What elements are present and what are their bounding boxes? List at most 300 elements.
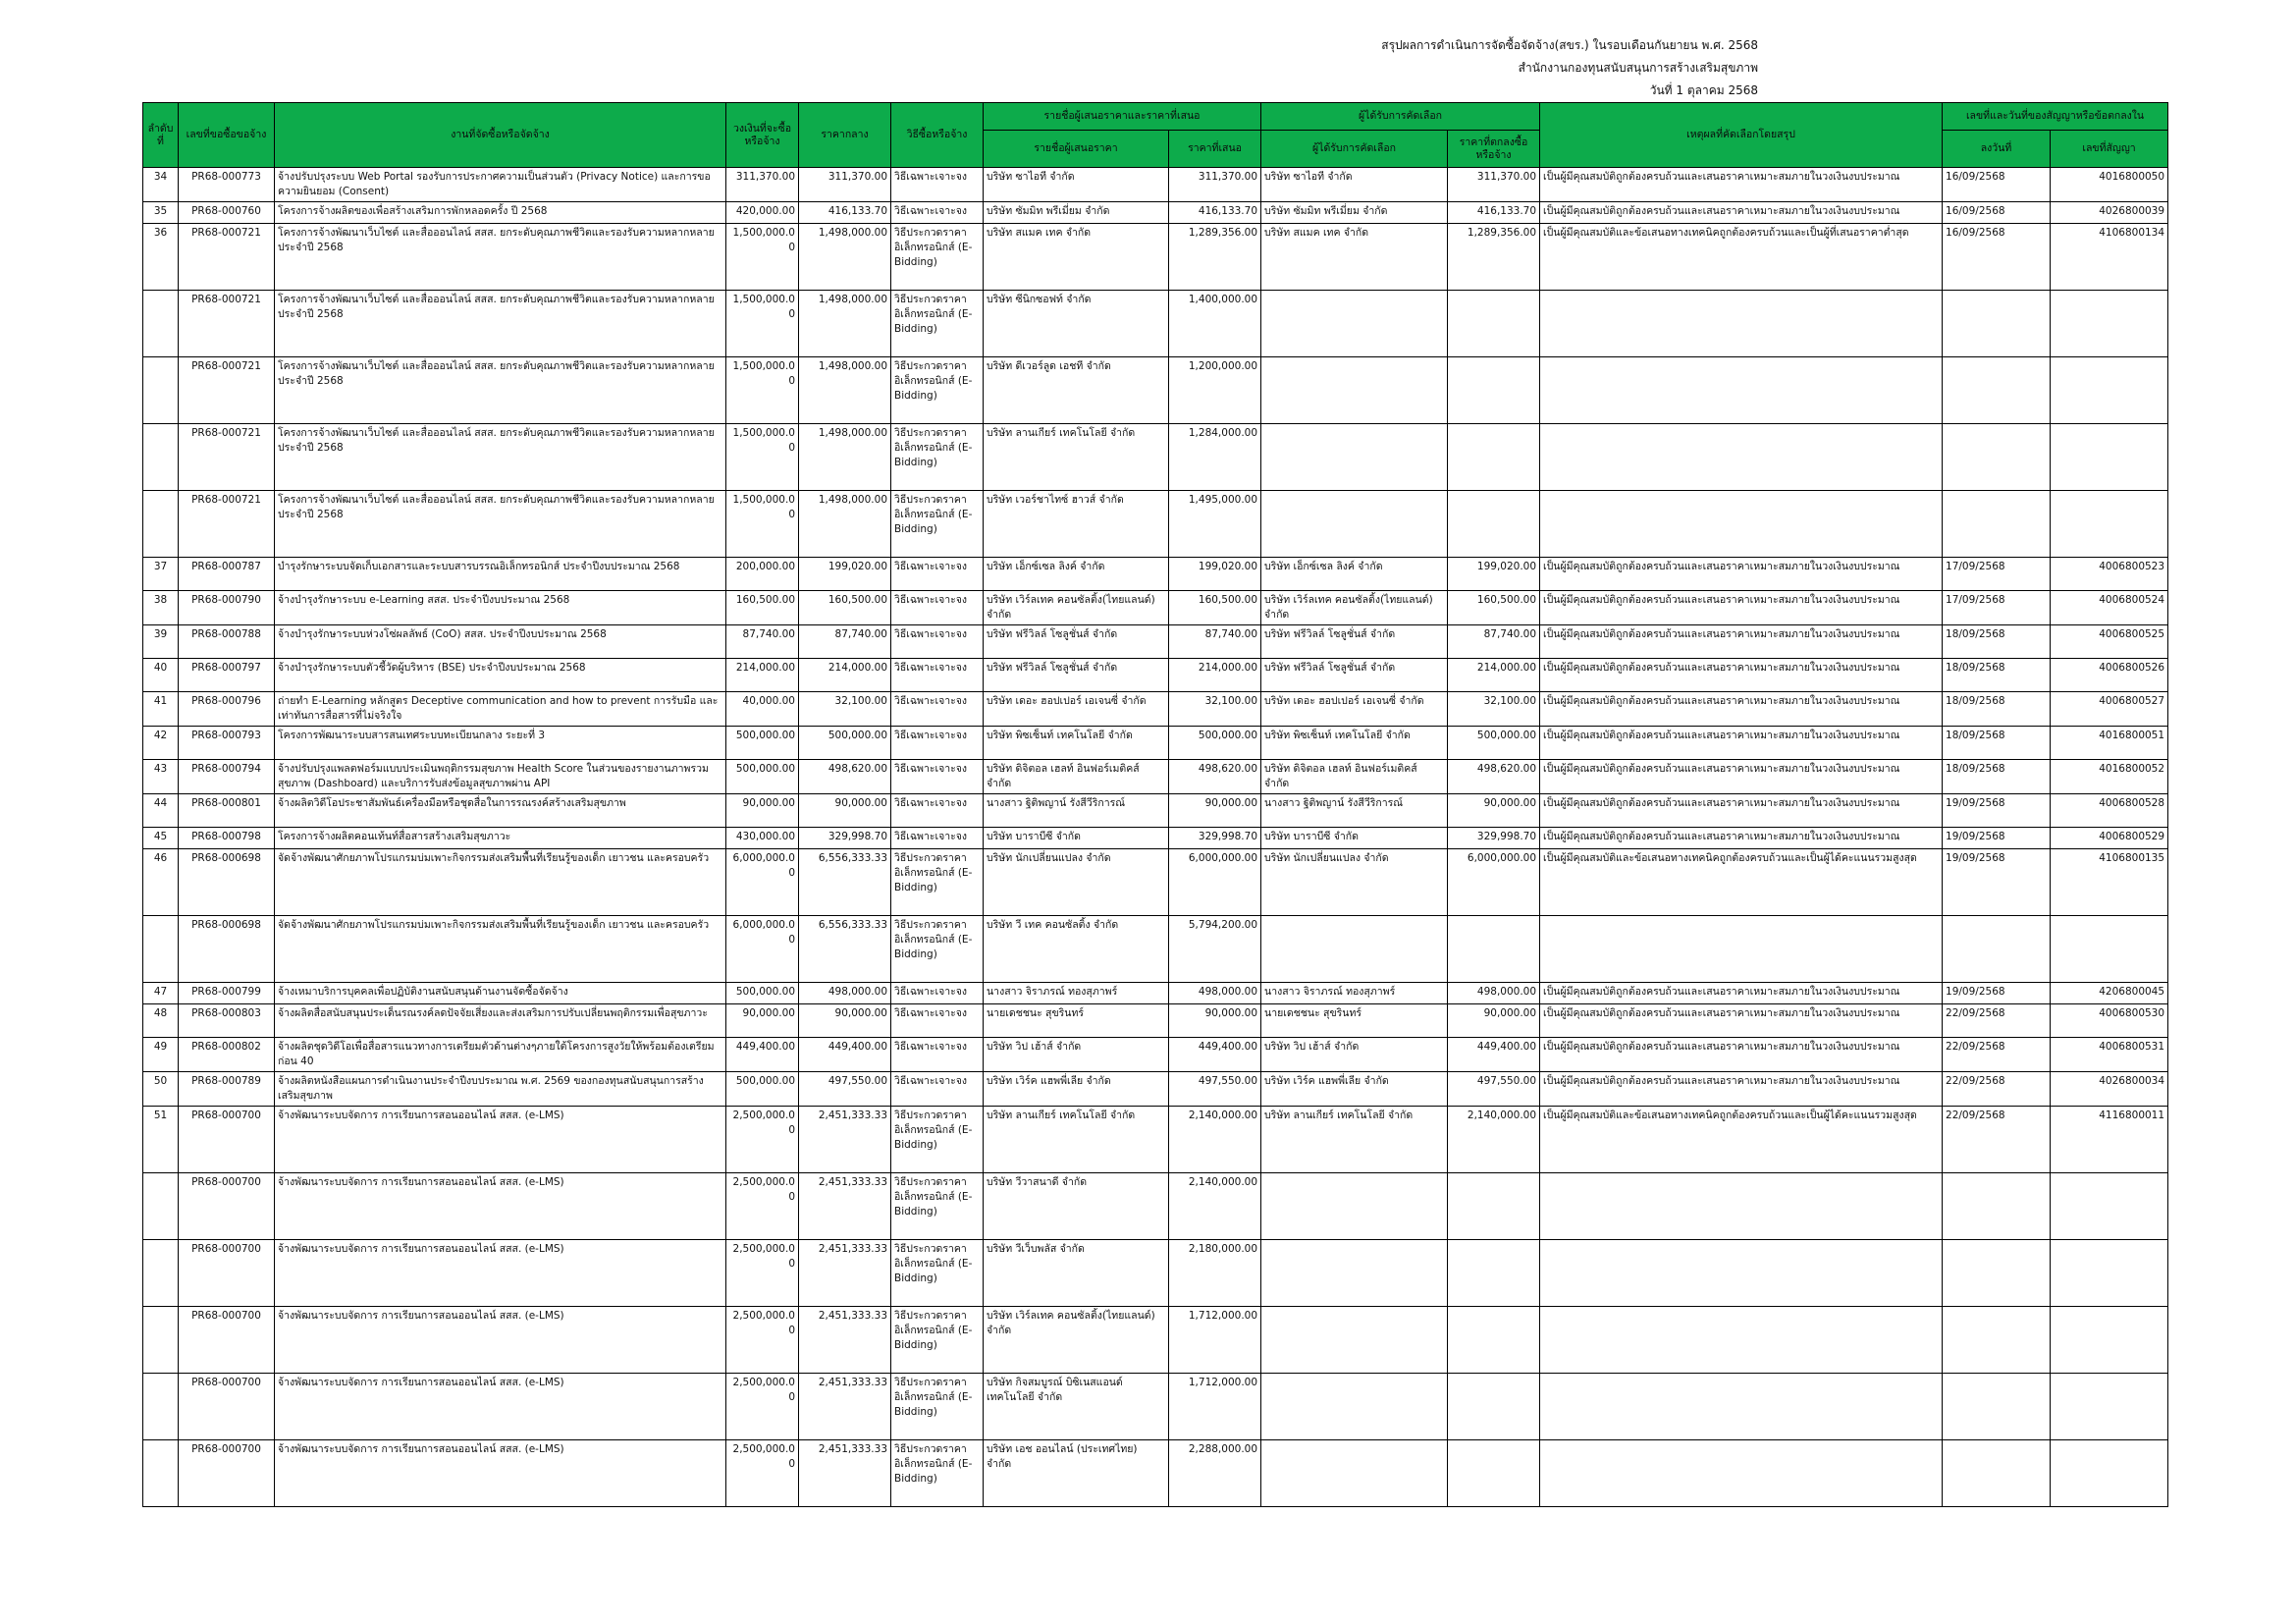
col-work-header: งานที่จัดซื้อหรือจัดจ้าง [275, 103, 726, 168]
col-contract-no-header: เลขที่สัญญา [2051, 131, 2168, 168]
cell-method: วิธีประกวดราคาอิเล็กทรอนิกส์ (E-Bidding) [891, 916, 984, 983]
col-median-header: ราคากลาง [799, 103, 891, 168]
cell-pr: PR68-000796 [179, 692, 275, 727]
cell-winner: นางสาว ฐิติพญาน์ รังสีวีริการณ์ [1261, 794, 1448, 828]
cell-bid-price: 90,000.00 [1169, 1004, 1261, 1038]
cell-no: 37 [143, 558, 179, 591]
cell-win-price: 2,140,000.00 [1448, 1107, 1540, 1173]
cell-reason [1540, 291, 1943, 357]
table-row [143, 625, 2168, 659]
cell-median: 1,498,000.00 [799, 491, 891, 558]
cell-pr: PR68-000700 [179, 1374, 275, 1440]
cell-win-price [1448, 357, 1540, 424]
cell-pr: PR68-000760 [179, 202, 275, 224]
cell-winner [1261, 491, 1448, 558]
cell-date [1943, 1173, 2051, 1240]
cell-bidder: บริษัท ซาไอที จำกัด [984, 168, 1169, 202]
cell-win-price: 1,289,356.00 [1448, 224, 1540, 291]
cell-winner: บริษัท สแมค เทค จำกัด [1261, 224, 1448, 291]
cell-contract-no: 4006800528 [2051, 794, 2168, 828]
cell-winner: บริษัท วิป เฮ้าส์ จำกัด [1261, 1038, 1448, 1072]
table-row [143, 558, 2168, 591]
cell-pr: PR68-000721 [179, 224, 275, 291]
cell-winner [1261, 424, 1448, 491]
cell-budget: 2,500,000.00 [726, 1173, 799, 1240]
cell-bid-price: 1,289,356.00 [1169, 224, 1261, 291]
cell-pr: PR68-000698 [179, 849, 275, 916]
cell-budget: 1,500,000.00 [726, 291, 799, 357]
cell-winner: บริษัท ฟรีวิลล์ โซลูชั่นส์ จำกัด [1261, 625, 1448, 659]
cell-contract-no: 4006800530 [2051, 1004, 2168, 1038]
cell-method: วิธีประกวดราคาอิเล็กทรอนิกส์ (E-Bidding) [891, 1307, 984, 1374]
cell-pr: PR68-000700 [179, 1240, 275, 1307]
cell-winner: บริษัท ลานเกียร์ เทคโนโลยี จำกัด [1261, 1107, 1448, 1173]
cell-win-price: 498,000.00 [1448, 983, 1540, 1004]
cell-budget: 311,370.00 [726, 168, 799, 202]
report-date: วันที่ 1 ตุลาคม 2568 [1649, 83, 1758, 97]
cell-contract-no: 4006800523 [2051, 558, 2168, 591]
col-pr-header: เลขที่ขอซื้อขอจ้าง [179, 103, 275, 168]
cell-bid-price: 2,140,000.00 [1169, 1107, 1261, 1173]
cell-reason: เป็นผู้มีคุณสมบัติถูกต้องครบถ้วนและเสนอราคาเหมาะสมภายในวงเงินงบประมาณ [1540, 659, 1943, 692]
cell-work: จ้างบำรุงรักษาระบบตัวชี้วัดผู้บริหาร (BSE) ประจำปีงบประมาณ 2568 [275, 659, 726, 692]
cell-median: 1,498,000.00 [799, 291, 891, 357]
cell-pr: PR68-000698 [179, 916, 275, 983]
cell-method: วิธีเฉพาะเจาะจง [891, 727, 984, 760]
cell-date [1943, 1240, 2051, 1307]
cell-method: วิธีประกวดราคาอิเล็กทรอนิกส์ (E-Bidding) [891, 1440, 984, 1507]
cell-winner: นางสาว จิราภรณ์ ทองสุภาพร์ [1261, 983, 1448, 1004]
cell-budget: 1,500,000.00 [726, 491, 799, 558]
cell-work: จ้างบำรุงรักษาระบบห่วงโซ่ผลลัพธ์ (CoO) สสส. ประจำปีงบประมาณ 2568 [275, 625, 726, 659]
cell-pr: PR68-000790 [179, 591, 275, 625]
cell-contract-no: 4006800531 [2051, 1038, 2168, 1072]
cell-winner [1261, 1307, 1448, 1374]
col-bidders-group-header: รายชื่อผู้เสนอราคาและราคาที่เสนอ [984, 103, 1261, 131]
col-bid-price-header: ราคาที่เสนอ [1169, 131, 1261, 168]
cell-no [143, 1307, 179, 1374]
cell-bid-price: 214,000.00 [1169, 659, 1261, 692]
cell-method: วิธีประกวดราคาอิเล็กทรอนิกส์ (E-Bidding) [891, 224, 984, 291]
cell-median: 1,498,000.00 [799, 357, 891, 424]
cell-win-price: 497,550.00 [1448, 1072, 1540, 1107]
cell-winner: บริษัท ฟรีวิลล์ โซลูชั่นส์ จำกัด [1261, 659, 1448, 692]
cell-work: จ้างผลิตหนังสือแผนการดำเนินงานประจำปีงบประมาณ พ.ศ. 2569 ของกองทุนสนับสนุนการสร้างเสริมสุขภาพ [275, 1072, 726, 1107]
cell-no: 51 [143, 1107, 179, 1173]
cell-pr: PR68-000801 [179, 794, 275, 828]
cell-winner: บริษัท พิซเซ็นท์ เทคโนโลยี จำกัด [1261, 727, 1448, 760]
cell-winner: นายเดชชนะ สุขรินทร์ [1261, 1004, 1448, 1038]
cell-budget: 420,000.00 [726, 202, 799, 224]
cell-reason [1540, 357, 1943, 424]
cell-work: โครงการจ้างพัฒนาเว็บไซต์ และสื่อออนไลน์ สสส. ยกระดับคุณภาพชีวิตและรองรับความหลากหลาย ประจำปี 2568 [275, 224, 726, 291]
cell-work: จ้างพัฒนาระบบจัดการ การเรียนการสอนออนไลน์ สสส. (e-LMS) [275, 1307, 726, 1374]
cell-bidder: บริษัท สแมค เทค จำกัด [984, 224, 1169, 291]
cell-date [1943, 291, 2051, 357]
cell-budget: 2,500,000.00 [726, 1307, 799, 1374]
table-row [143, 1240, 2168, 1307]
cell-work: โครงการจ้างพัฒนาเว็บไซต์ และสื่อออนไลน์ สสส. ยกระดับคุณภาพชีวิตและรองรับความหลากหลาย ประจำปี 2568 [275, 291, 726, 357]
cell-work: จัดจ้างพัฒนาศักยภาพโปรแกรมบ่มเพาะกิจกรรมส่งเสริมพื้นที่เรียนรู้ของเด็ก เยาวชน และครอบครัว [275, 916, 726, 983]
cell-date: 16/09/2568 [1943, 224, 2051, 291]
cell-work: จ้างบำรุงรักษาระบบ e-Learning สสส. ประจำปีงบประมาณ 2568 [275, 591, 726, 625]
cell-no [143, 357, 179, 424]
cell-no: 40 [143, 659, 179, 692]
cell-pr: PR68-000700 [179, 1307, 275, 1374]
cell-no: 42 [143, 727, 179, 760]
table-row [143, 591, 2168, 625]
cell-no: 41 [143, 692, 179, 727]
cell-win-price [1448, 1440, 1540, 1507]
cell-method: วิธีเฉพาะเจาะจง [891, 828, 984, 849]
cell-win-price: 199,020.00 [1448, 558, 1540, 591]
cell-no: 38 [143, 591, 179, 625]
cell-budget: 2,500,000.00 [726, 1240, 799, 1307]
cell-contract-no: 4206800045 [2051, 983, 2168, 1004]
cell-reason [1540, 1240, 1943, 1307]
cell-win-price [1448, 916, 1540, 983]
col-winner-header: ผู้ได้รับการคัดเลือก [1261, 131, 1448, 168]
cell-reason: เป็นผู้มีคุณสมบัติและข้อเสนอทางเทคนิคถูกต้องครบถ้วนและเป็นผู้ได้คะแนนรวมสูงสุด [1540, 1107, 1943, 1173]
cell-bidder: บริษัท เดอะ ฮอปเปอร์ เอเจนซี่ จำกัด [984, 692, 1169, 727]
cell-reason: เป็นผู้มีคุณสมบัติถูกต้องครบถ้วนและเสนอราคาเหมาะสมภายในวงเงินงบประมาณ [1540, 794, 1943, 828]
cell-winner [1261, 1374, 1448, 1440]
cell-reason [1540, 424, 1943, 491]
cell-bidder: บริษัท ลานเกียร์ เทคโนโลยี จำกัด [984, 1107, 1169, 1173]
cell-winner [1261, 916, 1448, 983]
col-method-header: วิธีซื้อหรือจ้าง [891, 103, 984, 168]
cell-work: จ้างผลิตสื่อสนับสนุนประเด็นรณรงค์ลดปัจจัยเสี่ยงและส่งเสริมการปรับเปลี่ยนพฤติกรรมเพื่อสุขภาวะ [275, 1004, 726, 1038]
cell-budget: 90,000.00 [726, 794, 799, 828]
col-budget-header: วงเงินที่จะซื้อหรือจ้าง [726, 103, 799, 168]
cell-budget: 2,500,000.00 [726, 1440, 799, 1507]
cell-winner [1261, 357, 1448, 424]
col-bidder-header: รายชื่อผู้เสนอราคา [984, 131, 1169, 168]
cell-contract-no [2051, 1173, 2168, 1240]
cell-win-price [1448, 1307, 1540, 1374]
col-winner-group-header: ผู้ได้รับการคัดเลือก [1261, 103, 1540, 131]
cell-pr: PR68-000700 [179, 1173, 275, 1240]
cell-no: 47 [143, 983, 179, 1004]
cell-bidder: บริษัท วีวาสนาดี จำกัด [984, 1173, 1169, 1240]
cell-budget: 200,000.00 [726, 558, 799, 591]
cell-work: จ้างปรับปรุงระบบ Web Portal รองรับการประกาศความเป็นส่วนตัว (Privacy Notice) และการขอความยินยอม (Consent) [275, 168, 726, 202]
cell-method: วิธีประกวดราคาอิเล็กทรอนิกส์ (E-Bidding) [891, 849, 984, 916]
cell-method: วิธีประกวดราคาอิเล็กทรอนิกส์ (E-Bidding) [891, 1374, 984, 1440]
table-row [143, 1072, 2168, 1107]
cell-work: จ้างพัฒนาระบบจัดการ การเรียนการสอนออนไลน์ สสส. (e-LMS) [275, 1440, 726, 1507]
cell-median: 6,556,333.33 [799, 849, 891, 916]
cell-bid-price: 1,400,000.00 [1169, 291, 1261, 357]
cell-median: 497,550.00 [799, 1072, 891, 1107]
cell-no [143, 1374, 179, 1440]
table-row [143, 794, 2168, 828]
cell-reason: เป็นผู้มีคุณสมบัติถูกต้องครบถ้วนและเสนอราคาเหมาะสมภายในวงเงินงบประมาณ [1540, 760, 1943, 794]
cell-no: 46 [143, 849, 179, 916]
cell-method: วิธีเฉพาะเจาะจง [891, 1004, 984, 1038]
cell-contract-no: 4116800011 [2051, 1107, 2168, 1173]
cell-win-price: 87,740.00 [1448, 625, 1540, 659]
table-row [143, 692, 2168, 727]
cell-budget: 87,740.00 [726, 625, 799, 659]
cell-median: 90,000.00 [799, 794, 891, 828]
cell-pr: PR68-000799 [179, 983, 275, 1004]
cell-method: วิธีประกวดราคาอิเล็กทรอนิกส์ (E-Bidding) [891, 357, 984, 424]
cell-bidder: บริษัท บาราบีซี จำกัด [984, 828, 1169, 849]
cell-winner [1261, 291, 1448, 357]
cell-median: 1,498,000.00 [799, 224, 891, 291]
cell-method: วิธีเฉพาะเจาะจง [891, 558, 984, 591]
table-row [143, 1107, 2168, 1173]
cell-win-price: 416,133.70 [1448, 202, 1540, 224]
cell-bid-price: 160,500.00 [1169, 591, 1261, 625]
cell-win-price: 32,100.00 [1448, 692, 1540, 727]
cell-date: 22/09/2568 [1943, 1072, 2051, 1107]
col-reason-header: เหตุผลที่คัดเลือกโดยสรุป [1540, 103, 1943, 168]
cell-bidder: บริษัท ฟรีวิลล์ โซลูชั่นส์ จำกัด [984, 625, 1169, 659]
cell-method: วิธีเฉพาะเจาะจง [891, 625, 984, 659]
cell-pr: PR68-000721 [179, 424, 275, 491]
cell-median: 87,740.00 [799, 625, 891, 659]
cell-budget: 40,000.00 [726, 692, 799, 727]
cell-date [1943, 424, 2051, 491]
cell-bid-price: 90,000.00 [1169, 794, 1261, 828]
cell-winner: บริษัท เดอะ ฮอปเปอร์ เอเจนซี่ จำกัด [1261, 692, 1448, 727]
cell-bid-price: 311,370.00 [1169, 168, 1261, 202]
cell-pr: PR68-000802 [179, 1038, 275, 1072]
cell-no: 49 [143, 1038, 179, 1072]
table-row [143, 849, 2168, 916]
cell-win-price: 498,620.00 [1448, 760, 1540, 794]
cell-date: 19/09/2568 [1943, 794, 2051, 828]
cell-bid-price: 1,284,000.00 [1169, 424, 1261, 491]
cell-method: วิธีเฉพาะเจาะจง [891, 591, 984, 625]
cell-winner: บริษัท ซัมมิท พรีเมี่ยม จำกัด [1261, 202, 1448, 224]
table-row [143, 202, 2168, 224]
cell-date: 22/09/2568 [1943, 1004, 2051, 1038]
cell-reason: เป็นผู้มีคุณสมบัติและข้อเสนอทางเทคนิคถูกต้องครบถ้วนและเป็นผู้ที่เสนอราคาต่ำสุด [1540, 224, 1943, 291]
cell-bidder: บริษัท เอช ออนไลน์ (ประเทศไทย) จำกัด [984, 1440, 1169, 1507]
cell-median: 498,000.00 [799, 983, 891, 1004]
cell-date [1943, 916, 2051, 983]
cell-reason: เป็นผู้มีคุณสมบัติและข้อเสนอทางเทคนิคถูกต้องครบถ้วนและเป็นผู้ได้คะแนนรวมสูงสุด [1540, 849, 1943, 916]
cell-no: 35 [143, 202, 179, 224]
cell-contract-no: 4026800039 [2051, 202, 2168, 224]
cell-method: วิธีประกวดราคาอิเล็กทรอนิกส์ (E-Bidding) [891, 1107, 984, 1173]
cell-bid-price: 6,000,000.00 [1169, 849, 1261, 916]
cell-win-price [1448, 491, 1540, 558]
cell-contract-no [2051, 1240, 2168, 1307]
cell-pr: PR68-000773 [179, 168, 275, 202]
cell-date: 19/09/2568 [1943, 828, 2051, 849]
cell-bid-price: 2,180,000.00 [1169, 1240, 1261, 1307]
cell-winner: บริษัท เอ็กซ์เซล ลิงค์ จำกัด [1261, 558, 1448, 591]
cell-bidder: บริษัท เอ็กซ์เซล ลิงค์ จำกัด [984, 558, 1169, 591]
cell-date: 18/09/2568 [1943, 625, 2051, 659]
cell-budget: 1,500,000.00 [726, 424, 799, 491]
cell-contract-no [2051, 1307, 2168, 1374]
cell-bid-price: 2,140,000.00 [1169, 1173, 1261, 1240]
cell-work: จ้างพัฒนาระบบจัดการ การเรียนการสอนออนไลน์ สสส. (e-LMS) [275, 1240, 726, 1307]
cell-contract-no: 4106800134 [2051, 224, 2168, 291]
cell-bid-price: 449,400.00 [1169, 1038, 1261, 1072]
cell-bid-price: 329,998.70 [1169, 828, 1261, 849]
cell-date [1943, 1440, 2051, 1507]
cell-bid-price: 500,000.00 [1169, 727, 1261, 760]
cell-median: 32,100.00 [799, 692, 891, 727]
cell-work: โครงการจ้างพัฒนาเว็บไซต์ และสื่อออนไลน์ สสส. ยกระดับคุณภาพชีวิตและรองรับความหลากหลาย ประจำปี 2568 [275, 491, 726, 558]
cell-bid-price: 1,495,000.00 [1169, 491, 1261, 558]
cell-bidder: บริษัท เวิร์ลเทค คอนซัลติ้ง(ไทยแลนด์) จำกัด [984, 591, 1169, 625]
cell-pr: PR68-000700 [179, 1440, 275, 1507]
cell-no [143, 1173, 179, 1240]
cell-date [1943, 1307, 2051, 1374]
cell-method: วิธีเฉพาะเจาะจง [891, 168, 984, 202]
cell-winner: บริษัท เวิร์ค แฮพพี่เลีย จำกัด [1261, 1072, 1448, 1107]
cell-bidder: บริษัท กิจสมบูรณ์ บิซิเนสแอนด์เทคโนโลยี จำกัด [984, 1374, 1169, 1440]
cell-win-price [1448, 1374, 1540, 1440]
cell-method: วิธีประกวดราคาอิเล็กทรอนิกส์ (E-Bidding) [891, 291, 984, 357]
cell-contract-no: 4006800526 [2051, 659, 2168, 692]
table-row [143, 1004, 2168, 1038]
cell-budget: 214,000.00 [726, 659, 799, 692]
cell-win-price: 449,400.00 [1448, 1038, 1540, 1072]
cell-contract-no: 4026800034 [2051, 1072, 2168, 1107]
cell-date: 18/09/2568 [1943, 727, 2051, 760]
cell-contract-no: 4006800525 [2051, 625, 2168, 659]
cell-bidder: นางสาว ฐิติพญาน์ รังสีวีริการณ์ [984, 794, 1169, 828]
cell-budget: 6,000,000.00 [726, 916, 799, 983]
cell-work: จ้างผลิตชุดวิดีโอเพื่อสื่อสารแนวทางการเตรียมตัวด้านต่างๆภายใต้โครงการสูงวัยให้พร้อมต้องเตรียมก่อน 40 [275, 1038, 726, 1072]
cell-pr: PR68-000721 [179, 291, 275, 357]
cell-reason: เป็นผู้มีคุณสมบัติถูกต้องครบถ้วนและเสนอราคาเหมาะสมภายในวงเงินงบประมาณ [1540, 591, 1943, 625]
cell-no [143, 424, 179, 491]
cell-median: 2,451,333.33 [799, 1440, 891, 1507]
cell-method: วิธีประกวดราคาอิเล็กทรอนิกส์ (E-Bidding) [891, 1240, 984, 1307]
cell-win-price: 160,500.00 [1448, 591, 1540, 625]
cell-work: จ้างพัฒนาระบบจัดการ การเรียนการสอนออนไลน์ สสส. (e-LMS) [275, 1173, 726, 1240]
cell-bid-price: 416,133.70 [1169, 202, 1261, 224]
col-contract-group-header: เลขที่และวันที่ของสัญญาหรือข้อตกลงใน [1943, 103, 2168, 131]
cell-contract-no: 4106800135 [2051, 849, 2168, 916]
cell-no [143, 291, 179, 357]
cell-winner [1261, 1240, 1448, 1307]
table-row [143, 1173, 2168, 1240]
cell-no: 44 [143, 794, 179, 828]
cell-date: 19/09/2568 [1943, 983, 2051, 1004]
cell-median: 500,000.00 [799, 727, 891, 760]
procurement-table-body [143, 168, 2168, 1507]
cell-date: 22/09/2568 [1943, 1038, 2051, 1072]
cell-date [1943, 1374, 2051, 1440]
cell-median: 214,000.00 [799, 659, 891, 692]
cell-bid-price: 498,000.00 [1169, 983, 1261, 1004]
cell-bidder: นายเดชชนะ สุขรินทร์ [984, 1004, 1169, 1038]
cell-date: 18/09/2568 [1943, 692, 2051, 727]
cell-date: 17/09/2568 [1943, 558, 2051, 591]
cell-win-price: 311,370.00 [1448, 168, 1540, 202]
table-row [143, 916, 2168, 983]
cell-reason: เป็นผู้มีคุณสมบัติถูกต้องครบถ้วนและเสนอราคาเหมาะสมภายในวงเงินงบประมาณ [1540, 1038, 1943, 1072]
cell-bid-price: 32,100.00 [1169, 692, 1261, 727]
cell-work: โครงการพัฒนาระบบสารสนเทศระบบทะเบียนกลาง ระยะที่ 3 [275, 727, 726, 760]
cell-win-price [1448, 291, 1540, 357]
cell-contract-no: 4006800527 [2051, 692, 2168, 727]
cell-bidder: บริษัท ลานเกียร์ เทคโนโลยี จำกัด [984, 424, 1169, 491]
cell-reason [1540, 916, 1943, 983]
cell-win-price: 500,000.00 [1448, 727, 1540, 760]
cell-contract-no [2051, 424, 2168, 491]
cell-pr: PR68-000793 [179, 727, 275, 760]
cell-bidder: บริษัท เวิร์ลเทค คอนซัลติ้ง(ไทยแลนด์) จำกัด [984, 1307, 1169, 1374]
cell-bidder: บริษัท ดีเวอร์ลูด เอชที จำกัด [984, 357, 1169, 424]
cell-win-price [1448, 424, 1540, 491]
cell-median: 498,620.00 [799, 760, 891, 794]
cell-no: 45 [143, 828, 179, 849]
cell-median: 329,998.70 [799, 828, 891, 849]
cell-contract-no [2051, 357, 2168, 424]
cell-contract-no [2051, 1374, 2168, 1440]
cell-median: 1,498,000.00 [799, 424, 891, 491]
cell-reason [1540, 1173, 1943, 1240]
cell-win-price: 214,000.00 [1448, 659, 1540, 692]
cell-no [143, 1440, 179, 1507]
cell-reason: เป็นผู้มีคุณสมบัติถูกต้องครบถ้วนและเสนอราคาเหมาะสมภายในวงเงินงบประมาณ [1540, 983, 1943, 1004]
cell-work: จ้างปรับปรุงแพลตฟอร์มแบบประเมินพฤติกรรมสุขภาพ Health Score ในส่วนของรายงานภาพรวมสุขภาพ (Dashboard) และบริการรับส่งข้อมูลสุขภาพผ่าน API [275, 760, 726, 794]
table-row [143, 424, 2168, 491]
cell-budget: 2,500,000.00 [726, 1374, 799, 1440]
cell-work: โครงการจ้างพัฒนาเว็บไซต์ และสื่อออนไลน์ สสส. ยกระดับคุณภาพชีวิตและรองรับความหลากหลาย ประจำปี 2568 [275, 357, 726, 424]
cell-bid-price: 2,288,000.00 [1169, 1440, 1261, 1507]
cell-winner: บริษัท เวิร์ลเทค คอนซัลติ้ง(ไทยแลนด์) จำกัด [1261, 591, 1448, 625]
cell-work: โครงการจ้างพัฒนาเว็บไซต์ และสื่อออนไลน์ สสส. ยกระดับคุณภาพชีวิตและรองรับความหลากหลาย ประจำปี 2568 [275, 424, 726, 491]
cell-no [143, 491, 179, 558]
cell-method: วิธีประกวดราคาอิเล็กทรอนิกส์ (E-Bidding) [891, 424, 984, 491]
cell-bidder: บริษัท นักเปลี่ยนแปลง จำกัด [984, 849, 1169, 916]
cell-reason: เป็นผู้มีคุณสมบัติถูกต้องครบถ้วนและเสนอราคาเหมาะสมภายในวงเงินงบประมาณ [1540, 625, 1943, 659]
cell-budget: 1,500,000.00 [726, 357, 799, 424]
col-win-price-header: ราคาที่ตกลงซื้อหรือจ้าง [1448, 131, 1540, 168]
cell-bid-price: 87,740.00 [1169, 625, 1261, 659]
cell-method: วิธีเฉพาะเจาะจง [891, 1038, 984, 1072]
cell-winner [1261, 1173, 1448, 1240]
cell-work: จ้างพัฒนาระบบจัดการ การเรียนการสอนออนไลน์ สสส. (e-LMS) [275, 1107, 726, 1173]
cell-budget: 500,000.00 [726, 760, 799, 794]
cell-contract-no: 4016800050 [2051, 168, 2168, 202]
cell-no: 34 [143, 168, 179, 202]
cell-budget: 1,500,000.00 [726, 224, 799, 291]
cell-work: โครงการจ้างผลิตของเพื่อสร้างเสริมการพักหลอดครั้ง ปี 2568 [275, 202, 726, 224]
cell-no: 39 [143, 625, 179, 659]
cell-method: วิธีเฉพาะเจาะจง [891, 659, 984, 692]
cell-median: 199,020.00 [799, 558, 891, 591]
cell-reason [1540, 1374, 1943, 1440]
cell-date: 18/09/2568 [1943, 760, 2051, 794]
cell-budget: 500,000.00 [726, 983, 799, 1004]
cell-method: วิธีเฉพาะเจาะจง [891, 760, 984, 794]
table-row [143, 491, 2168, 558]
cell-date: 19/09/2568 [1943, 849, 2051, 916]
table-row [143, 1307, 2168, 1374]
cell-contract-no [2051, 291, 2168, 357]
cell-contract-no: 4006800524 [2051, 591, 2168, 625]
cell-median: 311,370.00 [799, 168, 891, 202]
cell-pr: PR68-000700 [179, 1107, 275, 1173]
cell-bidder: บริษัท วี เทค คอนซัลติ้ง จำกัด [984, 916, 1169, 983]
cell-work: โครงการจ้างผลิตคอนเท้นท์สื่อสารสร้างเสริมสุขภาวะ [275, 828, 726, 849]
cell-win-price: 90,000.00 [1448, 794, 1540, 828]
cell-pr: PR68-000794 [179, 760, 275, 794]
